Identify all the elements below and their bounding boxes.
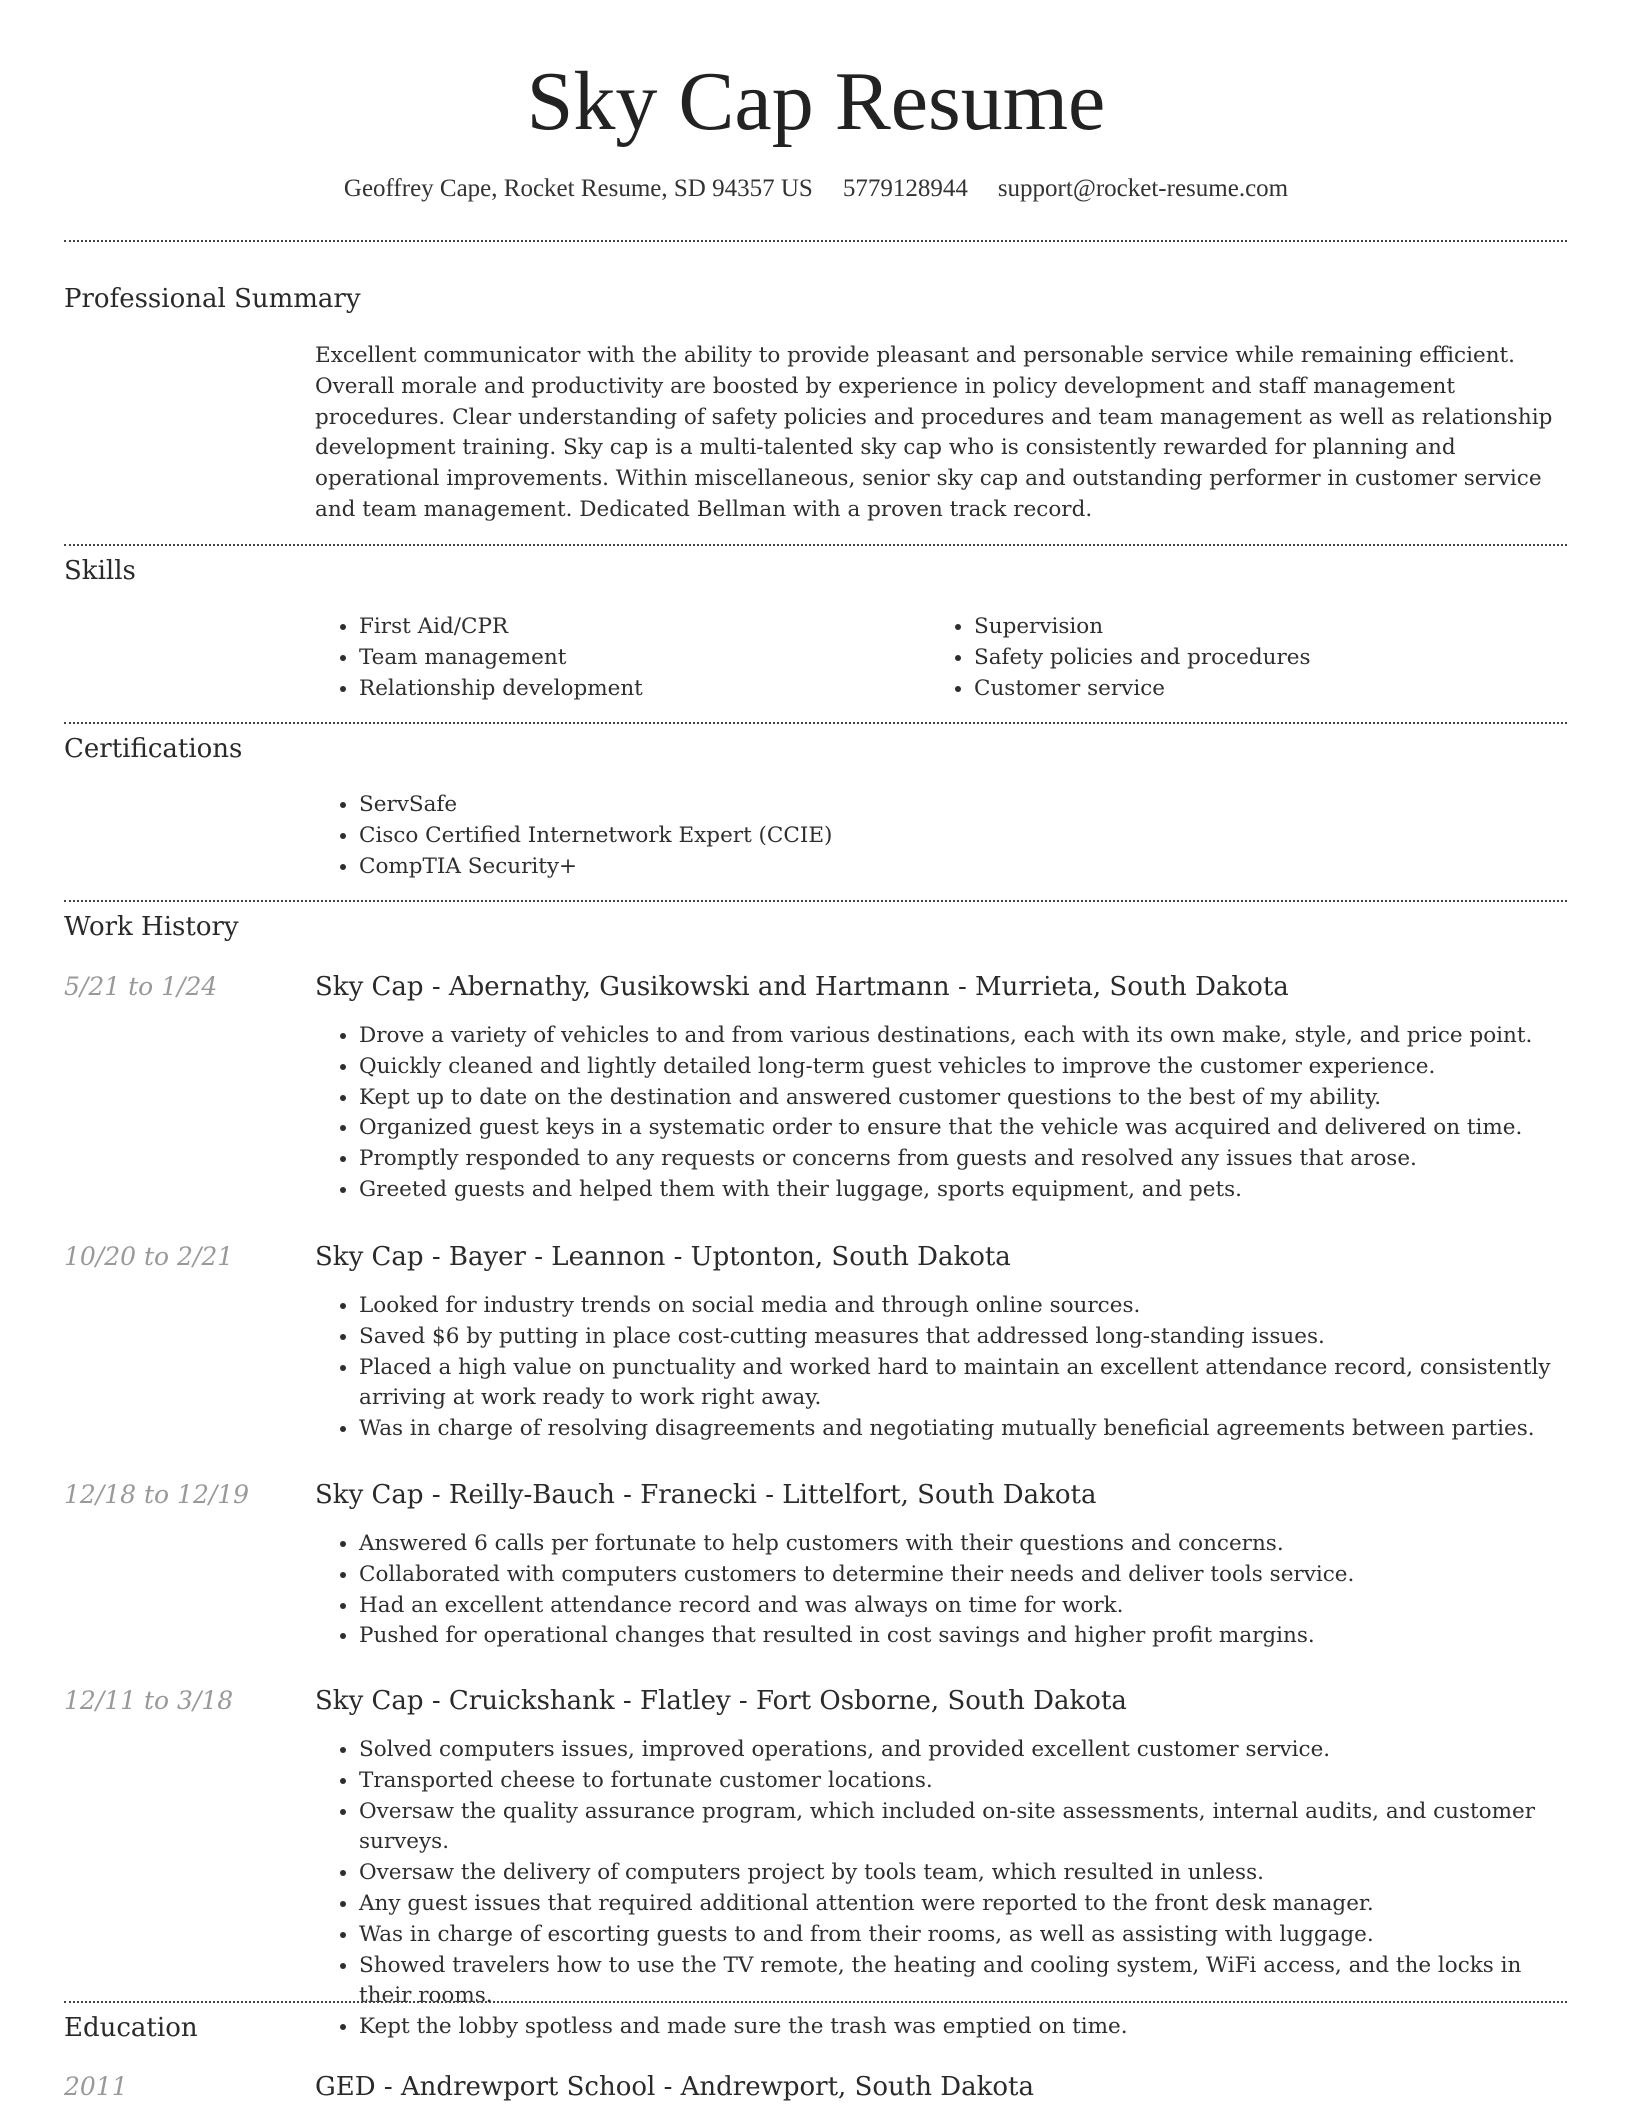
job-title: Sky Cap - Bayer - Leannon - Uptonton, South Dakota bbox=[315, 1242, 1011, 1272]
job-title: Sky Cap - Cruickshank - Flatley - Fort Osborne, South Dakota bbox=[315, 1686, 1127, 1716]
job-bullet: • Oversaw the delivery of computers project by tools team, which resulted in unless. bbox=[359, 1858, 1567, 1889]
job-bullet: • Answered 6 calls per fortunate to help customers with their questions and concerns. bbox=[359, 1529, 1567, 1560]
section-divider bbox=[64, 722, 1567, 724]
contact-line bbox=[0, 172, 1632, 206]
certification-item: • CompTIA Security+ bbox=[359, 852, 1567, 883]
job-bullets bbox=[315, 1529, 1567, 1652]
section-divider bbox=[64, 900, 1567, 902]
certifications-heading: Certifications bbox=[64, 734, 243, 764]
job-bullet: • Showed travelers how to use the TV remote, the heating and cooling system, WiFi access, and the locks in their rooms. bbox=[359, 1951, 1567, 2013]
work-history-heading: Work History bbox=[64, 912, 239, 942]
certification-item: • ServSafe bbox=[359, 790, 1567, 821]
skill-item: • Supervision bbox=[974, 612, 1574, 643]
certifications-list bbox=[315, 790, 1567, 882]
job-dates: 10/20 to 2/21 bbox=[64, 1242, 234, 1271]
contact-email: support@rocket-resume.com bbox=[997, 175, 1289, 202]
job-bullets bbox=[315, 1735, 1567, 2043]
job-bullet: • Oversaw the quality assurance program, which included on-site assessments, internal audits, and customer surveys. bbox=[359, 1797, 1567, 1859]
skill-item: • Team management bbox=[359, 643, 919, 674]
job-bullet: • Promptly responded to any requests or concerns from guests and resolved any issues that arose. bbox=[359, 1144, 1567, 1175]
education-heading: Education bbox=[64, 2013, 198, 2043]
skills-list-right bbox=[930, 612, 1574, 704]
job-bullet: • Drove a variety of vehicles to and from various destinations, each with its own make, style, and price point. bbox=[359, 1021, 1567, 1052]
job-bullet: • Saved $6 by putting in place cost-cutting measures that addressed long-standing issues. bbox=[359, 1322, 1567, 1353]
job-bullet: • Was in charge of escorting guests to and from their rooms, as well as assisting with luggage. bbox=[359, 1920, 1567, 1951]
job-dates: 5/21 to 1/24 bbox=[64, 972, 218, 1001]
certification-item: • Cisco Certified Internetwork Expert (CCIE) bbox=[359, 821, 1567, 852]
job-bullet: • Any guest issues that required additional attention were reported to the front desk manager. bbox=[359, 1889, 1567, 1920]
education-dates: 2011 bbox=[64, 2072, 128, 2101]
contact-address: Geoffrey Cape, Rocket Resume, SD 94357 US bbox=[343, 175, 813, 202]
job-bullet: • Was in charge of resolving disagreements and negotiating mutually beneficial agreements between parties. bbox=[359, 1414, 1567, 1445]
job-bullets bbox=[315, 1291, 1567, 1445]
summary-text: Excellent communicator with the ability to provide pleasant and personable service while remaining efficient. Overall morale and productivity are boosted by experience in policy development and staff management procedures. Clear understanding of safety policies and procedures and team management as well as relationship development training. Sky cap is a multi-talented sky cap who is consistently rewarded for planning and operational improvements. Within miscellaneous, senior sky cap and outstanding performer in customer service and team management. Dedicated Bellman with a proven track record. bbox=[315, 343, 1553, 522]
skill-item: • Customer service bbox=[974, 674, 1574, 705]
skill-item: • Safety policies and procedures bbox=[974, 643, 1574, 674]
job-dates: 12/11 to 3/18 bbox=[64, 1686, 234, 1715]
job-bullet: • Transported cheese to fortunate customer locations. bbox=[359, 1766, 1567, 1797]
contact-phone: 5779128944 bbox=[842, 175, 968, 202]
section-divider bbox=[64, 240, 1567, 242]
section-divider bbox=[64, 544, 1567, 546]
skill-item: • Relationship development bbox=[359, 674, 919, 705]
job-bullet: • Greeted guests and helped them with their luggage, sports equipment, and pets. bbox=[359, 1175, 1567, 1206]
job-bullet: • Quickly cleaned and lightly detailed long-term guest vehicles to improve the customer experience. bbox=[359, 1052, 1567, 1083]
job-bullet: • Solved computers issues, improved operations, and provided excellent customer service. bbox=[359, 1735, 1567, 1766]
job-bullet: • Pushed for operational changes that resulted in cost savings and higher profit margins. bbox=[359, 1621, 1567, 1652]
section-divider bbox=[64, 2001, 1567, 2003]
job-bullet: • Organized guest keys in a systematic order to ensure that the vehicle was acquired and delivered on time. bbox=[359, 1113, 1567, 1144]
education-title: GED - Andrewport School - Andrewport, South Dakota bbox=[315, 2072, 1034, 2102]
job-bullet: • Had an excellent attendance record and was always on time for work. bbox=[359, 1591, 1567, 1622]
skill-item: • First Aid/CPR bbox=[359, 612, 919, 643]
job-title: Sky Cap - Reilly-Bauch - Franecki - Littelfort, South Dakota bbox=[315, 1480, 1097, 1510]
job-bullet: • Kept up to date on the destination and answered customer questions to the best of my ability. bbox=[359, 1083, 1567, 1114]
job-bullet: • Placed a high value on punctuality and worked hard to maintain an excellent attendance record, consistently arriving at work ready to work right away. bbox=[359, 1353, 1567, 1415]
job-bullet: • Kept the lobby spotless and made sure the trash was emptied on time. bbox=[359, 2012, 1567, 2043]
job-bullet: • Collaborated with computers customers to determine their needs and deliver tools service. bbox=[359, 1560, 1567, 1591]
skills-list-left bbox=[315, 612, 919, 704]
job-bullets bbox=[315, 1021, 1567, 1206]
job-dates: 12/18 to 12/19 bbox=[64, 1480, 250, 1509]
skills-heading: Skills bbox=[64, 556, 136, 586]
job-title: Sky Cap - Abernathy, Gusikowski and Hartmann - Murrieta, South Dakota bbox=[315, 972, 1289, 1002]
resume-title: Sky Cap Resume bbox=[526, 55, 1106, 148]
job-bullet: • Looked for industry trends on social media and through online sources. bbox=[359, 1291, 1567, 1322]
summary-heading: Professional Summary bbox=[64, 284, 361, 314]
